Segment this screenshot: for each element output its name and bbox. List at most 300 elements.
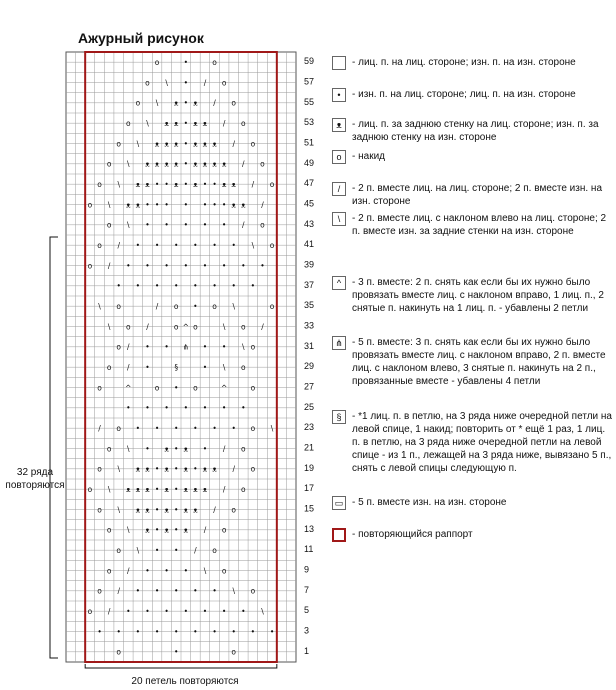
- chart-symbol: •: [154, 586, 160, 596]
- chart-symbol: ᴥ: [164, 444, 169, 454]
- row-number: 5: [304, 605, 310, 616]
- chart-symbol: •: [173, 586, 179, 596]
- chart-title: Ажурный рисунок: [78, 30, 204, 46]
- chart-symbol: ᴥ: [202, 119, 208, 129]
- chart-symbol: \: [222, 322, 226, 332]
- chart-symbol: /: [107, 607, 111, 617]
- chart-symbol: \: [117, 180, 120, 190]
- chart-symbol: ᴥ: [193, 139, 198, 149]
- chart-symbol: o: [116, 424, 122, 434]
- chart-symbol: ᴥ: [193, 485, 198, 495]
- chart-symbol: \: [127, 444, 130, 454]
- chart-symbol: •: [145, 363, 150, 373]
- chart-symbol: •: [135, 627, 141, 637]
- chart-symbol: ᴥ: [183, 525, 189, 535]
- legend-text: - 5 п. вместе изн. на изн. стороне: [352, 497, 507, 508]
- chart-symbol: ᴥ: [126, 200, 131, 210]
- chart-symbol: o: [106, 525, 112, 535]
- chart-symbol: \: [98, 302, 101, 312]
- rows-repeat-bracket: [50, 237, 58, 658]
- chart-symbol: o: [116, 139, 122, 149]
- chart-symbol: o: [250, 464, 256, 474]
- chart-symbol: •: [173, 241, 179, 251]
- chart-symbol: •: [183, 261, 189, 271]
- legend-symbol-icon: ^: [332, 276, 346, 290]
- chart-symbol: o: [240, 363, 246, 373]
- row-number: 3: [304, 625, 310, 636]
- legend-text: - 2 п. вместе лиц. с наклоном влево на лиц. стороне; 2 п. вместе изн. за задние стенки на изн. стороне: [352, 213, 607, 237]
- chart-symbol: •: [183, 159, 189, 169]
- chart-symbol: \: [127, 525, 130, 535]
- chart-symbol: •: [135, 241, 141, 251]
- chart-symbol: •: [154, 627, 160, 637]
- chart-symbol: \: [127, 220, 130, 230]
- chart-symbol: •: [202, 444, 208, 454]
- chart-symbol: ᴥ: [241, 200, 246, 210]
- chart-symbol: ᴥ: [183, 464, 189, 474]
- chart-symbol: •: [193, 424, 198, 434]
- chart-symbol: o: [125, 322, 131, 332]
- chart-symbol: /: [117, 241, 120, 251]
- chart-symbol: •: [212, 586, 217, 596]
- chart-symbol: •: [145, 444, 150, 454]
- chart-symbol: o: [221, 78, 227, 88]
- legend: [328, 0, 616, 690]
- chart-symbol: ᴥ: [173, 119, 179, 129]
- chart-symbol: •: [241, 403, 246, 413]
- chart-symbol: •: [135, 586, 141, 596]
- chart-symbol: o: [250, 586, 256, 596]
- legend-text: - изн. п. на лиц. стороне; лиц. п. на изн. стороне: [352, 89, 576, 100]
- chart-symbol: /: [261, 200, 264, 210]
- chart-symbol: o: [97, 464, 102, 474]
- chart-symbol: /: [127, 342, 130, 352]
- chart-symbol: ᴥ: [183, 505, 189, 515]
- row-number: 33: [304, 320, 315, 331]
- row-number: 41: [304, 239, 315, 250]
- chart-symbol: \: [146, 119, 149, 129]
- chart-symbol: •: [135, 281, 141, 291]
- chart-symbol: •: [212, 180, 217, 190]
- chart-symbol: •: [212, 424, 217, 434]
- chart-symbol: •: [221, 607, 227, 617]
- row-number: 13: [304, 523, 315, 534]
- chart-symbol: o: [193, 322, 198, 332]
- legend-symbol-icon: ▭: [332, 496, 346, 510]
- chart-symbol: /: [222, 444, 226, 454]
- chart-symbol: o: [173, 302, 179, 312]
- chart-symbol: •: [183, 98, 189, 108]
- chart-symbol: •: [183, 200, 189, 210]
- chart-symbol: •: [173, 525, 179, 535]
- chart-symbol: o: [212, 58, 217, 68]
- chart-symbol: •: [269, 627, 275, 637]
- chart-symbol: •: [164, 261, 169, 271]
- chart-symbol: o: [212, 546, 217, 556]
- chart-symbol: •: [164, 342, 169, 352]
- chart-symbol: ᴥ: [145, 485, 150, 495]
- chart-symbol: •: [183, 58, 189, 68]
- chart-symbol: ᴥ: [164, 525, 169, 535]
- chart-symbol: •: [164, 220, 169, 230]
- chart-symbol: ᴥ: [231, 200, 236, 210]
- row-number: 27: [304, 381, 315, 392]
- chart-symbol: ᴥ: [221, 159, 227, 169]
- chart-symbol: o: [250, 383, 256, 393]
- chart-symbol: •: [250, 627, 256, 637]
- chart-symbol: o: [260, 159, 265, 169]
- legend-symbol-icon: ᴥ: [332, 118, 346, 132]
- row-number: 51: [304, 137, 315, 148]
- chart-symbol: •: [154, 505, 160, 515]
- chart-symbol: •: [126, 403, 131, 413]
- chart-symbol: o: [145, 78, 150, 88]
- chart-symbol: ᴥ: [145, 180, 150, 190]
- chart-symbol: o: [106, 566, 112, 576]
- chart-symbol: o: [250, 139, 256, 149]
- chart-symbol: ᴥ: [135, 464, 141, 474]
- legend-text: - *1 лиц. п. в петлю, на 3 ряда ниже очередной петли на левой спице, 1 накид; повторить от * ещё 1 раз, 1 лиц. п. в петлю, на 3 ряда ниже очередной петли на левой спице - из 1 п., лежащей на 3 ряда ниже, вывязано 5 п., снять с левой спицы следующую п.: [352, 411, 612, 474]
- chart-symbol: •: [231, 424, 236, 434]
- legend-text: - накид: [352, 151, 385, 162]
- chart-symbol: •: [231, 627, 236, 637]
- chart-symbol: •: [173, 281, 179, 291]
- chart-symbol: •: [154, 180, 160, 190]
- chart-symbol: •: [164, 566, 169, 576]
- chart-symbol: •: [221, 200, 227, 210]
- chart-symbol: ᴥ: [145, 464, 150, 474]
- chart-symbol: o: [193, 383, 198, 393]
- chart-symbol: •: [221, 261, 227, 271]
- chart-symbol: o: [87, 607, 93, 617]
- chart-symbol: \: [261, 607, 264, 617]
- chart-symbol: •: [221, 403, 227, 413]
- chart-symbol: •: [173, 424, 179, 434]
- chart-symbol: ᴥ: [126, 485, 131, 495]
- chart-symbol: •: [183, 139, 189, 149]
- chart-symbol: /: [213, 98, 216, 108]
- chart-symbol: /: [155, 302, 159, 312]
- chart-symbol: o: [97, 180, 102, 190]
- chart-symbol: •: [173, 444, 179, 454]
- chart-symbol: o: [250, 424, 256, 434]
- chart-symbol: •: [202, 261, 208, 271]
- chart-symbol: •: [231, 281, 236, 291]
- chart-symbol: /: [222, 485, 226, 495]
- chart-symbol: /: [127, 363, 130, 373]
- chart-symbol: o: [116, 546, 122, 556]
- chart-symbol: \: [251, 241, 255, 251]
- chart-symbol: \: [107, 485, 111, 495]
- chart-symbol: •: [202, 200, 208, 210]
- chart-symbol: •: [183, 220, 189, 230]
- chart-symbol: •: [183, 607, 189, 617]
- chart-symbol: •: [212, 281, 217, 291]
- chart-symbol: ^: [125, 383, 132, 393]
- row-number: 39: [304, 259, 315, 270]
- chart-symbol: •: [193, 241, 198, 251]
- chart-symbol: ᴥ: [202, 139, 208, 149]
- row-number: 37: [304, 279, 315, 290]
- chart-symbol: o: [106, 159, 112, 169]
- row-number: 31: [304, 340, 315, 351]
- chart-symbol: •: [250, 281, 256, 291]
- chart-symbol: ᴥ: [135, 180, 141, 190]
- chart-symbol: ᴥ: [212, 464, 217, 474]
- chart-symbol: ^: [220, 383, 228, 393]
- chart-symbol: o: [116, 342, 122, 352]
- chart-symbol: /: [261, 322, 264, 332]
- row-number: 21: [304, 442, 315, 453]
- chart-symbol: ᴥ: [202, 464, 208, 474]
- chart-symbol: \: [270, 424, 274, 434]
- chart-symbol: /: [232, 464, 235, 474]
- chart-symbol: /: [107, 261, 111, 271]
- chart-symbol: o: [97, 383, 102, 393]
- chart-symbol: ᴥ: [164, 505, 169, 515]
- chart-symbol: o: [87, 261, 93, 271]
- chart-symbol: •: [173, 464, 179, 474]
- legend-text: - лиц. п. на лиц. стороне; изн. п. на изн. стороне: [352, 57, 576, 68]
- row-number: 55: [304, 96, 315, 107]
- chart-symbol: •: [173, 627, 179, 637]
- chart-symbol: /: [242, 220, 245, 230]
- chart-symbol: •: [154, 525, 160, 535]
- legend-symbol-icon: •: [332, 88, 346, 102]
- chart-symbol: •: [212, 627, 217, 637]
- chart-symbol: o: [106, 363, 112, 373]
- chart-symbol: /: [117, 586, 120, 596]
- chart-symbol: ᴥ: [173, 98, 179, 108]
- chart-symbol: •: [193, 464, 198, 474]
- chart-symbol: /: [203, 525, 207, 535]
- chart-symbol: o: [231, 98, 237, 108]
- chart-symbol: \: [155, 98, 159, 108]
- row-number: 9: [304, 564, 310, 575]
- chart-symbol: ᴥ: [135, 505, 141, 515]
- chart-symbol: /: [232, 139, 235, 149]
- chart-symbol: \: [222, 363, 226, 373]
- chart-symbol: /: [251, 180, 255, 190]
- chart-symbol: /: [146, 322, 149, 332]
- chart-symbol: •: [173, 485, 179, 495]
- chart-symbol: •: [97, 627, 102, 637]
- row-number: 11: [304, 544, 314, 555]
- chart-symbol: o: [87, 200, 93, 210]
- row-number: 43: [304, 218, 315, 229]
- legend-symbol-icon: /: [332, 182, 346, 196]
- chart-symbol: o: [106, 220, 112, 230]
- chart-symbol: \: [107, 322, 111, 332]
- chart-symbol: •: [145, 220, 150, 230]
- chart-symbol: •: [126, 261, 131, 271]
- chart-symbol: o: [240, 322, 246, 332]
- chart-symbol: \: [107, 200, 111, 210]
- chart-symbol: •: [212, 241, 217, 251]
- chart-symbol: ᴥ: [154, 139, 160, 149]
- chart-symbol: ᴥ: [164, 139, 169, 149]
- chart-symbol: •: [116, 627, 121, 637]
- chart-symbol: •: [164, 607, 169, 617]
- chart-symbol: •: [183, 78, 189, 88]
- chart-symbol: ᴥ: [135, 200, 141, 210]
- row-number: 45: [304, 198, 315, 209]
- chart-symbol: ᴥ: [183, 485, 189, 495]
- chart-symbol: •: [221, 342, 227, 352]
- chart-symbol: o: [260, 220, 265, 230]
- legend-text: - 5 п. вместе: 3 п. снять как если бы их нужно было провязать вместе лиц. с наклоном вправо, 2 п. вместе лиц. с наклоном влево, 3 снятые п. накинуть на 2 п., провязанные вместе - убавлены 4 петли: [352, 337, 606, 387]
- chart-symbol: ⋔: [182, 342, 189, 352]
- chart-symbol: ᴥ: [183, 444, 189, 454]
- chart-symbol: o: [87, 485, 93, 495]
- legend-symbol-icon: \: [332, 212, 346, 226]
- chart-symbol: o: [173, 322, 179, 332]
- chart-symbol: •: [164, 403, 169, 413]
- legend-text: - 2 п. вместе лиц. на лиц. стороне; 2 п. вместе изн. на изн. стороне: [352, 183, 603, 207]
- chart-symbol: •: [202, 342, 208, 352]
- chart-symbol: ᴥ: [164, 159, 169, 169]
- chart-symbol: •: [145, 403, 150, 413]
- chart-symbol: ᴥ: [193, 505, 198, 515]
- chart-symbol: ᴥ: [173, 159, 179, 169]
- chart-symbol: •: [193, 586, 198, 596]
- chart-symbol: •: [154, 464, 160, 474]
- chart-symbol: •: [126, 607, 131, 617]
- chart-symbol: •: [212, 200, 217, 210]
- chart-symbol: /: [98, 424, 101, 434]
- row-number: 17: [304, 483, 315, 494]
- chart-symbol: •: [241, 261, 246, 271]
- chart-symbol: o: [106, 444, 112, 454]
- chart-symbol: •: [145, 566, 150, 576]
- chart-symbol: \: [165, 78, 168, 88]
- chart-symbol: •: [193, 281, 198, 291]
- row-number: 23: [304, 422, 315, 433]
- chart-symbol: ᴥ: [231, 180, 236, 190]
- chart-symbol: o: [97, 241, 102, 251]
- chart-symbol: •: [241, 607, 246, 617]
- chart-symbol: o: [250, 342, 256, 352]
- chart-symbol: •: [231, 241, 236, 251]
- chart-symbol: \: [232, 586, 235, 596]
- chart-symbol: \: [242, 342, 245, 352]
- chart-symbol: \: [127, 159, 130, 169]
- repeat-rows-label: 32 ряда повторяются: [5, 467, 65, 491]
- chart-symbol: •: [154, 485, 160, 495]
- chart-symbol: \: [232, 302, 235, 312]
- chart-symbol: o: [135, 98, 141, 108]
- chart-symbol: /: [213, 505, 216, 515]
- chart-symbol: •: [183, 180, 189, 190]
- chart-symbol: •: [154, 200, 160, 210]
- chart-symbol: ᴥ: [202, 159, 208, 169]
- chart-symbol: ᴥ: [135, 485, 141, 495]
- chart-symbol: •: [221, 220, 227, 230]
- chart-symbol: •: [193, 302, 198, 312]
- chart-symbol: •: [135, 424, 141, 434]
- legend-text: - лиц. п. за заднюю стенку на лиц. стороне; изн. п. за заднюю стенку на изн. стороне: [352, 119, 599, 143]
- chart-symbol: ᴥ: [145, 505, 150, 515]
- chart-symbol: ᴥ: [145, 525, 150, 535]
- chart-symbol: ᴥ: [145, 159, 150, 169]
- row-number: 47: [304, 178, 315, 189]
- chart-symbol: o: [116, 647, 122, 657]
- chart-symbol: o: [125, 119, 131, 129]
- stitches-repeat-bracket: [85, 664, 277, 668]
- chart-symbol: ᴥ: [164, 464, 169, 474]
- chart-symbol: o: [231, 505, 237, 515]
- chart-symbol: •: [173, 546, 179, 556]
- row-number: 7: [304, 584, 310, 595]
- chart-symbol: \: [203, 566, 207, 576]
- legend-symbol-icon: ⋔: [332, 336, 346, 350]
- legend-symbol-icon: [332, 56, 346, 70]
- chart-symbol: /: [222, 119, 226, 129]
- legend-text: - повторяющийся раппорт: [352, 529, 473, 540]
- chart-symbol: •: [154, 241, 160, 251]
- chart-symbol: ᴥ: [221, 180, 227, 190]
- chart-symbol: o: [97, 505, 102, 515]
- chart-symbol: /: [203, 78, 207, 88]
- chart-symbol: •: [154, 424, 160, 434]
- chart-symbol: o: [269, 241, 275, 251]
- chart-symbol: •: [202, 180, 208, 190]
- chart-symbol: /: [194, 546, 197, 556]
- row-number: 57: [304, 76, 315, 87]
- chart-symbol: ᴥ: [154, 159, 160, 169]
- chart-symbol: ᴥ: [164, 485, 169, 495]
- row-number: 1: [304, 645, 310, 656]
- chart-symbol: \: [117, 464, 120, 474]
- chart-symbol: •: [193, 627, 198, 637]
- chart-symbol: •: [202, 607, 208, 617]
- chart-symbol: o: [221, 525, 227, 535]
- chart-symbol: •: [164, 200, 169, 210]
- chart-symbol: §: [174, 363, 179, 373]
- chart-symbol: •: [164, 180, 169, 190]
- repeat-stitches-label: 20 петель повторяются: [131, 676, 239, 687]
- legend-symbol-icon: o: [332, 150, 346, 164]
- chart-symbol: o: [269, 180, 275, 190]
- chart-symbol: •: [202, 363, 208, 373]
- chart-symbol: \: [136, 139, 140, 149]
- chart-symbol: ᴥ: [212, 139, 217, 149]
- row-number: 35: [304, 300, 315, 311]
- chart-symbol: o: [154, 383, 160, 393]
- chart-symbol: o: [231, 647, 237, 657]
- row-number: 53: [304, 117, 315, 128]
- chart-symbol: •: [145, 607, 150, 617]
- chart-symbol: •: [145, 200, 150, 210]
- chart-symbol: o: [212, 302, 217, 312]
- chart-symbol: •: [202, 220, 208, 230]
- chart-symbol: /: [127, 566, 130, 576]
- chart-symbol: •: [183, 566, 189, 576]
- chart-symbol: \: [117, 505, 120, 515]
- chart-symbol: ᴥ: [193, 159, 198, 169]
- chart-symbol: •: [183, 403, 189, 413]
- chart-symbol: ^: [182, 322, 189, 332]
- row-number: 49: [304, 157, 315, 168]
- chart-symbol: •: [173, 647, 179, 657]
- chart-symbol: o: [269, 302, 275, 312]
- chart-symbol: o: [154, 58, 160, 68]
- chart-symbol: ᴥ: [173, 180, 179, 190]
- chart-symbol: ᴥ: [193, 180, 198, 190]
- row-number: 59: [304, 56, 315, 67]
- chart-symbol: ᴥ: [164, 119, 169, 129]
- legend-text: - 3 п. вместе: 2 п. снять как если бы их нужно было провязать вместе лиц. с наклоном вправо, 1 лиц. п., 2 снятые п. накинуть на 1 лиц. п. - убавлены 2 петли: [352, 277, 604, 314]
